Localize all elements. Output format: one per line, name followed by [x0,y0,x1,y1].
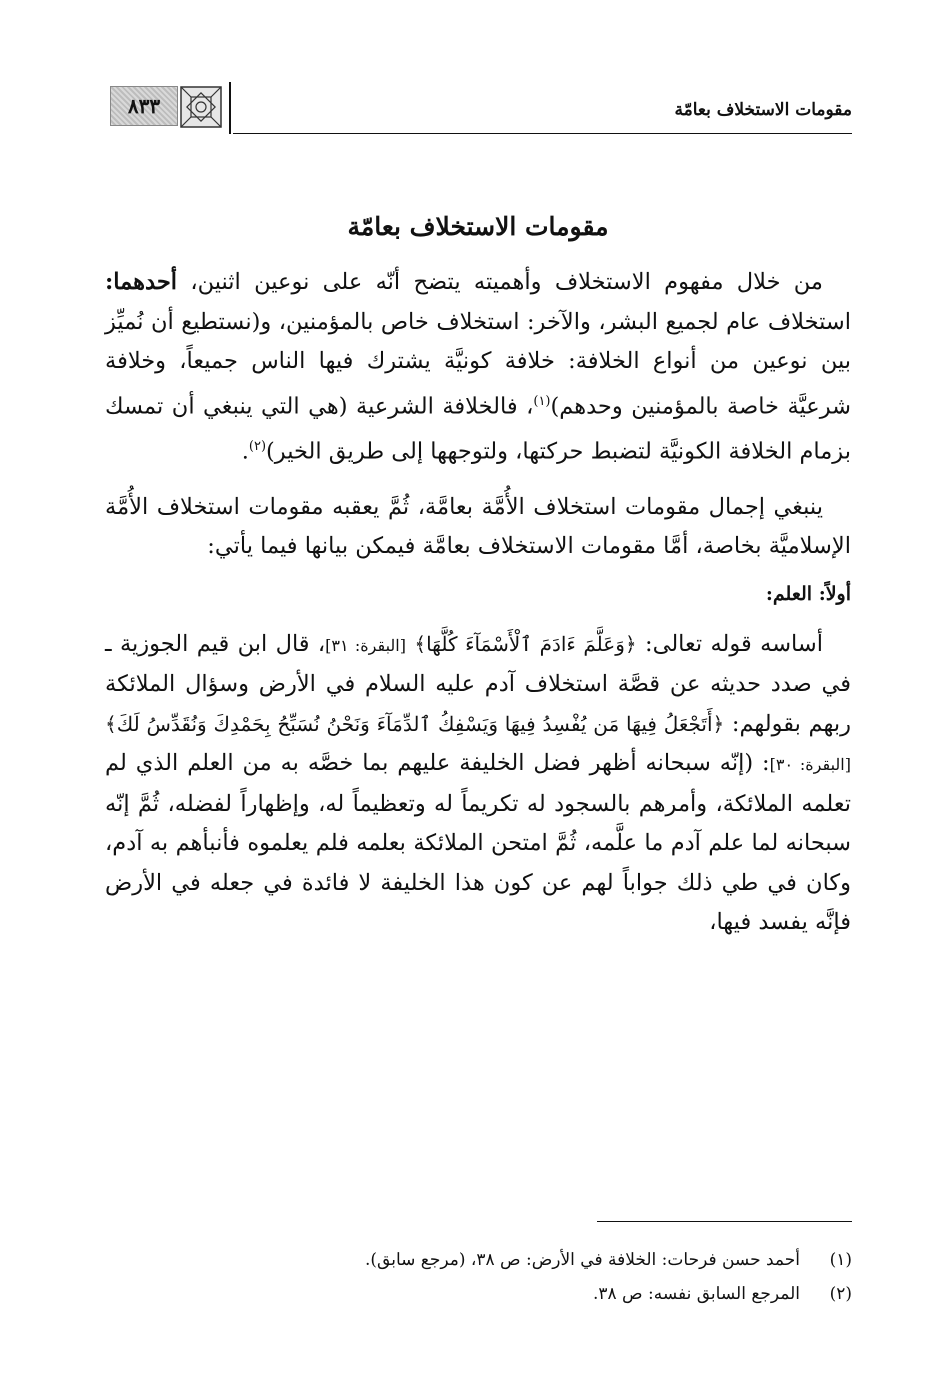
paragraph-1 [105,263,851,472]
section-title: مقومات الاستخلاف بعامّة [347,212,609,241]
para3-b: ، قال ابن قيم الجوزية ـ في صدد حديثه عن قصَّة استخلاف آدم عليه السلام في الأرض وسؤال الملائكة ربهم بقولهم: [105,630,851,737]
paragraph-3 [105,625,851,943]
footnote-text: المرجع السابق نفسه: ص ٣٨. [592,1284,800,1304]
running-title: مقومات الاستخلاف بعامّة [674,100,852,120]
footnote-2 [200,1277,852,1311]
subheading: أولاً: العلم: [765,582,851,605]
footnote-number: (١) [829,1250,852,1270]
para3-c: : (إنّه سبحانه أظهر فضل الخليفة عليهم بما خصَّه به من العلم الذي لم تعلمه الملائكة، وأمرهم بالسجود له تكريماً له وتعظيماً له، وإظهاراً لفضله، ثُمَّ إنّه سبحانه لما علم آدم ما علَّمه، ثُمَّ امتحن الملائكة بعلمه فلم يعلموه فأنبأهم به آدم، وكان في طي ذلك جواباً لهم عن كون هذا الخليفة لا فائدة في جعله في الأرض فإنَّه يفسد فيها، [105,750,851,935]
footnote-ref-2: (٢) [248,438,267,454]
verse-ref-1: [البقرة: ٣١] [325,635,406,655]
footnote-number: (٢) [829,1284,852,1304]
para1-cont: استخلاف عام لجميع البشر، والآخر: استخلاف خاص بالمؤمنين، و(نستطيع أن نُميِّز بين نوعين من أنواع الخلافة: خلافة كونيَّة يشترك فيها الناس جميعاً، وخلافة شرعيَّة خاصة بالمؤمنين وحدهم) [105,308,852,419]
footnote-1 [200,1243,852,1277]
quran-verse-2: ﴿أَتَجْعَلُ فِيهَا مَن يُفْسِدُ فِيهَا وَيَسْفِكُ ٱلدِّمَآءَ وَنَحْنُ نُسَبِّحُ بِحَمْدِكَ وَنُقَدِّسُ لَكَ﴾ [105,711,725,736]
header-rule [233,133,852,134]
quran-verse-1: ﴿وَعَلَّمَ ءَادَمَ ٱلْأَسْمَآءَ كُلَّهَا﴾ [414,631,637,656]
page-body [105,196,851,959]
paragraph-2 [105,488,851,567]
page-number-box [110,86,178,126]
footnote-text: أحمد حسن فرحات: الخلافة في الأرض: ص ٣٨، (مرجع سابق). [365,1250,800,1270]
header-divider [229,82,231,134]
footnotes [200,1243,852,1311]
para1-bold: أحدهما: [105,269,178,295]
verse-ref-2: [البقرة: ٣٠] [769,755,851,774]
para1-end: . [241,438,249,464]
footnote-ref-1: (١) [533,393,551,409]
para2-text: ينبغي إجمال مقومات استخلاف الأُمَّة بعامَّة، ثُمَّ يعقبه مقومات استخلاف الأُمَّة الإسلاميَّة بخاصة، أمَّا مقومات الاستخلاف بعامَّة فيمكن بيانها فيما يأتي: [105,493,851,559]
geometric-ornament-icon [180,86,222,128]
running-header [110,78,852,134]
footnote-rule [597,1221,852,1222]
para3-a: أساسه قوله تعالى: [644,630,824,657]
page-number: ٨٣٣ [127,94,161,118]
para1-cont2: ، فالخلافة الشرعية (هي التي ينبغي أن تمسك بزمام الخلافة الكونيَّة لتضبط حركتها، ولتوجهها إلى طريق الخير) [105,393,851,464]
para1-text: من خلال مفهوم الاستخلاف وأهميته يتضح أنّه على نوعين اثنين، [190,269,823,295]
